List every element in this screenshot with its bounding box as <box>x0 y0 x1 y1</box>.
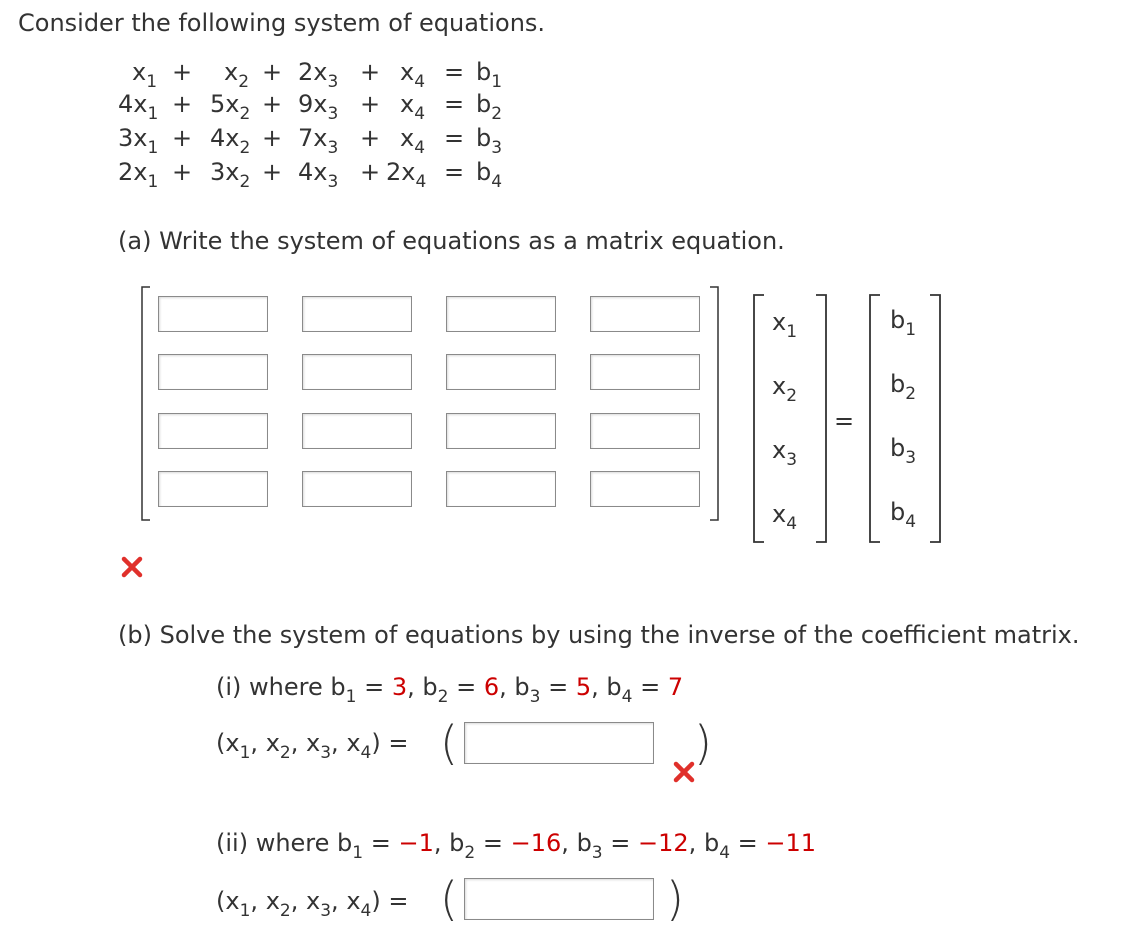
part-b-i-where: (i) where $b_1 = 3$, $b_2 = 6$, $b_3 = 5$, $b_4 = 7$ <box>216 673 684 707</box>
eq-term-2: $x_2$ <box>224 58 250 92</box>
x-vector-entry: $x_2$ <box>772 372 798 406</box>
eq-term-1: $4x_1$ <box>118 90 159 124</box>
eq-term-3: $2x_3$ <box>298 58 339 92</box>
eq-term-3: $7x_3$ <box>298 124 339 158</box>
part-b-i-b1-value: 3 <box>391 673 408 701</box>
matrix-input-r3c4[interactable] <box>590 413 700 449</box>
eq-term-3: $9x_3$ <box>298 90 339 124</box>
matrix-input-r3c2[interactable] <box>302 413 412 449</box>
eq-equals: = <box>444 90 465 118</box>
b1-letter: b <box>330 673 346 701</box>
part-b-ii-answer-input[interactable] <box>464 878 654 920</box>
eq-operator: + <box>262 158 283 186</box>
part-b-prompt: (b) Solve the system of equations by using the inverse of the coefficient matrix. <box>118 621 1080 649</box>
eq-term-4: $x_4$ <box>400 124 426 158</box>
b-vector-left-bracket <box>868 294 882 544</box>
eq-operator: + <box>360 58 381 86</box>
matrix-input-r2c2[interactable] <box>302 354 412 390</box>
part-b-i-incorrect-x-icon <box>672 760 696 784</box>
eq-operator: + <box>172 124 193 152</box>
matrix-input-r1c3[interactable] <box>446 296 556 332</box>
x-vector-left-bracket <box>752 294 766 544</box>
part-b-i-answer-input[interactable] <box>464 722 654 764</box>
b-vector-entry: $b_3$ <box>890 434 917 468</box>
matrix-input-r4c3[interactable] <box>446 471 556 507</box>
matrix-input-r2c3[interactable] <box>446 354 556 390</box>
matrix-input-r2c4[interactable] <box>590 354 700 390</box>
eq-term-2: $5x_2$ <box>210 90 251 124</box>
eq-term-1: $x_1$ <box>132 58 158 92</box>
eq-term-1: $2x_1$ <box>118 158 159 192</box>
part-b-i-b3-value: 5 <box>575 673 592 701</box>
eq-equals: = <box>444 124 465 152</box>
x-vector-right-bracket <box>814 294 828 544</box>
eq-operator: + <box>360 90 381 118</box>
part-b-i-lhs: ($x_1$, $x_2$, $x_3$, $x_4$) = <box>216 729 409 763</box>
eq-operator: + <box>360 158 381 186</box>
b-vector-entry: $b_4$ <box>890 498 917 532</box>
eq-operator: + <box>172 90 193 118</box>
eq-term-2: $3x_2$ <box>210 158 251 192</box>
part-b-ii-b1-value: −1 <box>398 829 434 857</box>
part-b-ii-b4-value: −11 <box>765 829 817 857</box>
matrix-right-bracket <box>708 286 720 522</box>
matrix-input-r1c2[interactable] <box>302 296 412 332</box>
part-b-i-b2-value: 6 <box>483 673 500 701</box>
b-vector-right-bracket <box>928 294 942 544</box>
x-vector-entry: $x_4$ <box>772 500 798 534</box>
part-b-ii-open-paren: ( <box>440 872 458 926</box>
matrix-input-r1c4[interactable] <box>590 296 700 332</box>
part-b-ii-where: (ii) where $b_1 = -1$, $b_2 = -16$, $b_3 = -12$, $b_4 = -11$ <box>216 829 817 863</box>
matrix-input-r3c3[interactable] <box>446 413 556 449</box>
matrix-equals-sign: = <box>834 407 855 435</box>
part-b-i-close-paren: ) <box>694 716 712 770</box>
eq-rhs: $b_2$ <box>476 90 503 124</box>
matrix-input-r4c1[interactable] <box>158 471 268 507</box>
eq-rhs: $b_1$ <box>476 58 503 92</box>
part-b-ii-b3-value: −12 <box>638 829 689 857</box>
eq-operator: + <box>262 58 283 86</box>
x-vector-entry: $x_3$ <box>772 436 798 470</box>
incorrect-x-icon <box>120 555 144 579</box>
eq-equals: = <box>444 158 465 186</box>
matrix-input-r4c2[interactable] <box>302 471 412 507</box>
eq-operator: + <box>262 90 283 118</box>
eq-term-2: $4x_2$ <box>210 124 251 158</box>
part-b-ii-lhs: ($x_1$, $x_2$, $x_3$, $x_4$) = <box>216 887 409 921</box>
part-b-i-label: (i) where <box>216 673 323 701</box>
eq-operator: + <box>172 158 193 186</box>
matrix-input-r2c1[interactable] <box>158 354 268 390</box>
eq-operator: + <box>172 58 193 86</box>
matrix-left-bracket <box>140 286 152 522</box>
part-a-prompt: (a) Write the system of equations as a matrix equation. <box>118 227 785 255</box>
eq-term-4: $x_4$ <box>400 90 426 124</box>
b-vector-entry: $b_1$ <box>890 306 917 340</box>
b-vector-entry: $b_2$ <box>890 370 917 404</box>
matrix-input-r1c1[interactable] <box>158 296 268 332</box>
intro-text: Consider the following system of equations. <box>18 9 546 37</box>
eq-equals: = <box>444 58 465 86</box>
part-b-i-b4-value: 7 <box>667 673 684 701</box>
eq-operator: + <box>262 124 283 152</box>
matrix-input-r4c4[interactable] <box>590 471 700 507</box>
eq-term-3: $4x_3$ <box>298 158 339 192</box>
eq-operator: + <box>360 124 381 152</box>
part-b-ii-close-paren: ) <box>666 872 684 926</box>
part-b-ii-b2-value: −16 <box>510 829 562 857</box>
matrix-input-r3c1[interactable] <box>158 413 268 449</box>
eq-term-4: $2x_4$ <box>386 158 427 192</box>
part-b-ii-label: (ii) where <box>216 829 330 857</box>
eq-term-1: $3x_1$ <box>118 124 159 158</box>
part-b-i-open-paren: ( <box>440 716 458 770</box>
eq-term-4: $x_4$ <box>400 58 426 92</box>
eq-rhs: $b_3$ <box>476 124 503 158</box>
x-vector-entry: $x_1$ <box>772 308 798 342</box>
eq-rhs: $b_4$ <box>476 158 503 192</box>
